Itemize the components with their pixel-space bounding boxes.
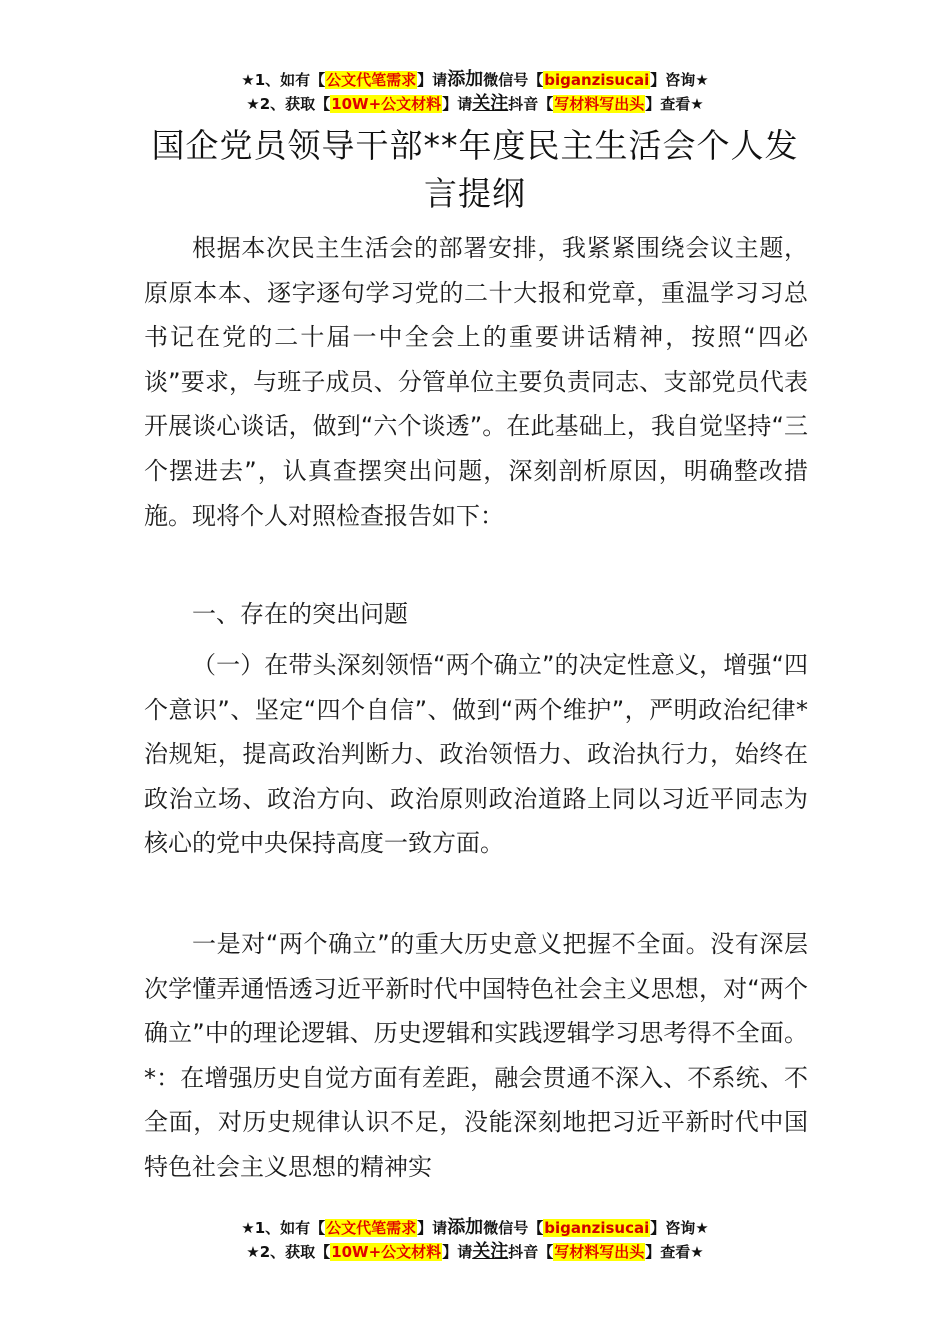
banner-line1-highlight1: 公文代笔需求	[326, 71, 417, 89]
bottom-line1-prefix: ★1、如有【	[241, 1219, 326, 1237]
bottom-line1-wechat-id: biganzisucai	[544, 1219, 650, 1237]
banner-line1-prefix: ★1、如有【	[241, 71, 326, 89]
banner-line1-bold-word: 添加	[447, 69, 484, 90]
bottom-line2-mid1: 】请	[442, 1243, 473, 1261]
bottom-banner-line-1	[0, 1216, 950, 1240]
bottom-line1-bold-word: 添加	[447, 1217, 484, 1238]
bottom-line2-prefix: ★2、获取【	[246, 1243, 331, 1261]
banner-line2-bold-word: 关注	[472, 93, 509, 114]
banner-line1-mid1: 】请	[417, 71, 448, 89]
banner-line2-highlight1: 10W+公文材料	[331, 95, 442, 113]
body-paragraph-3-block	[144, 922, 808, 1190]
bottom-line1-mid2: 微信号【	[483, 1219, 544, 1237]
body-paragraph-2-block	[144, 643, 808, 866]
banner-line1-suffix: 】咨询★	[650, 71, 709, 89]
banner-line-1	[0, 68, 950, 92]
bottom-line2-douyin-name: 写材料写出头	[554, 1243, 645, 1261]
bottom-line1-suffix: 】咨询★	[650, 1219, 709, 1237]
bottom-banner-line-2	[0, 1240, 950, 1264]
bottom-line1-highlight1: 公文代笔需求	[326, 1219, 417, 1237]
bottom-line2-mid2: 抖音【	[508, 1243, 554, 1261]
banner-line1-mid2: 微信号【	[483, 71, 544, 89]
bottom-line1-mid1: 】请	[417, 1219, 448, 1237]
body-paragraph-2: （一）在带头深刻领悟“两个确立”的决定性意义，增强“四个意识”、坚定“四个自信”、做到“两个维护”，严明政治纪律*治规矩，提高政治判断力、政治领悟力、政治执行力，始终在政治立场、政治方向、政治原则政治道路上同以习近平同志为核心的党中央保持高度一致方面。	[144, 651, 808, 858]
bottom-line2-bold-word: 关注	[472, 1241, 509, 1262]
banner-line2-mid2: 抖音【	[508, 95, 554, 113]
bottom-promo-banner	[0, 1216, 950, 1264]
banner-line1-wechat-id: biganzisucai	[544, 71, 650, 89]
body-paragraph-1-block	[144, 226, 808, 538]
banner-line2-suffix: 】查看★	[645, 95, 704, 113]
section-heading-block	[144, 592, 808, 637]
banner-line2-douyin-name: 写材料写出头	[554, 95, 645, 113]
document-title: 国企党员领导干部**年度民主生活会个人发言提纲	[151, 126, 799, 213]
banner-line2-prefix: ★2、获取【	[246, 95, 331, 113]
banner-line2-mid1: 】请	[442, 95, 473, 113]
body-paragraph-3: 一是对“两个确立”的重大历史意义把握不全面。没有深层次学懂弄通悟透习近平新时代中国特色社会主义思想，对“两个确立”中的理论逻辑、历史逻辑和实践逻辑学习思考得不全面。*：在增强历史自觉方面有差距，融会贯通不深入、不系统、不全面，对历史规律认识不足，没能深刻地把习近平新时代中国特色社会主义思想的精神实	[144, 930, 808, 1181]
banner-line-2	[0, 92, 950, 116]
bottom-line2-highlight1: 10W+公文材料	[331, 1243, 442, 1261]
body-paragraph-1: 根据本次民主生活会的部署安排，我紧紧围绕会议主题，原原本本、逐字逐句学习党的二十大报和党章，重温学习习总书记在党的二十届一中全会上的重要讲话精神，按照“四必谈”要求，与班子成员、分管单位主要负责同志、支部党员代表开展谈心谈话，做到“六个谈透”。在此基础上，我自觉坚持“三个摆进去”，认真查摆突出问题，深刻剖析原因，明确整改措施。现将个人对照检查报告如下：	[144, 234, 808, 530]
section-heading-1: 一、存在的突出问题	[192, 600, 408, 628]
bottom-line2-suffix: 】查看★	[645, 1243, 704, 1261]
top-promo-banner	[0, 68, 950, 116]
